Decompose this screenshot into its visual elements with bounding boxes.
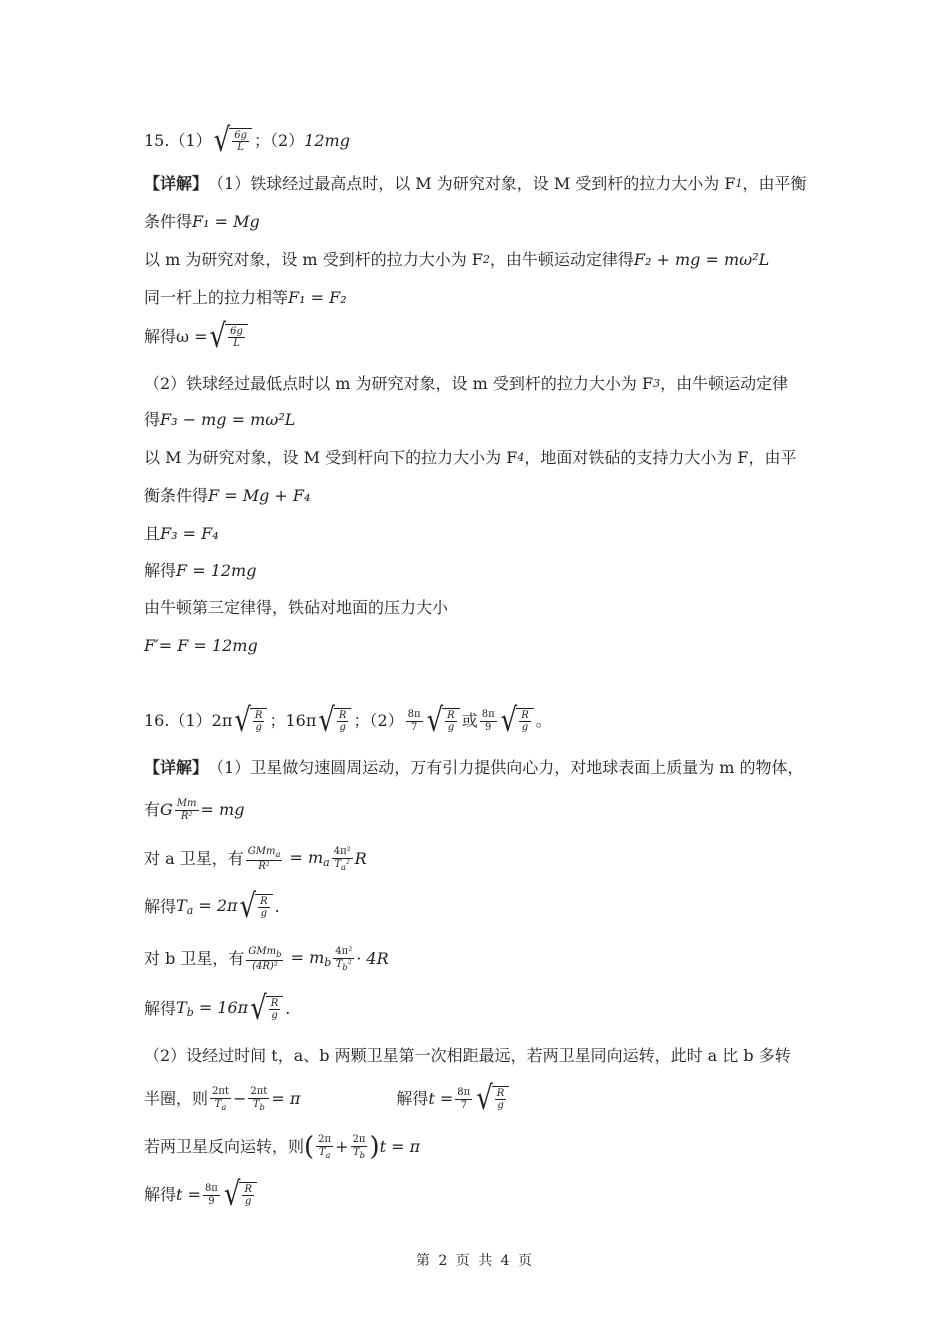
q16-detail-line1 [144,758,804,777]
text: （1）卫星做匀速圆周运动，万有引力提供向心力，对地球表面上质量为 m 的物体， [208,758,804,777]
part-label: （1） [169,131,212,151]
part-label: ；（2） [353,711,404,731]
equation: t = π [379,1137,421,1157]
text: ，地面对铁砧的支持力大小为 F，由平 [524,448,797,467]
sqrt-r-over-g: √ $\frac{R}{g}$ [427,708,460,734]
q15-line4 [144,288,347,307]
fraction-2pit-ta: $\frac{2\pi t}{T_a}$ [212,1086,229,1112]
q15-detail-line1 [144,174,807,193]
question-number: 16. [144,711,170,731]
text: 解得ω = [144,327,208,347]
text: 若两卫星反向运转，则 [144,1137,305,1157]
fraction-4pi2-ta2: $\frac{\text{4π²}}{T_a^2}$ [333,846,351,872]
fraction-2pi-tb: $\frac{2\pi}{T_b}$ [352,1134,366,1160]
text: 解得 [144,999,177,1019]
subscript: 1 [735,177,743,190]
text: 解得 [144,897,177,917]
sqrt-6g-over-l: √ $\frac{6g}{L}$ [214,128,252,154]
text: 同一杆上的拉力相等 [144,288,289,307]
text: 以 m 为研究对象，设 m 受到杆的拉力大小为 F [144,250,483,269]
text: 对 a 卫星，有 [144,849,244,869]
part-label: ；（2） [253,131,305,151]
text: 条件得 [144,212,193,231]
q15-line12 [144,598,448,617]
fraction-gmma-r2: $\frac{GMm_a}{\text{R²}}$ [247,846,281,872]
equation: F = 12mg [176,561,257,580]
fraction-4pi2-tb2: $\frac{\text{4π²}}{T_b^2}$ [335,946,353,972]
subscript: 4 [517,451,525,464]
fraction-8pi-9: $\frac{8\pi}{9}$ [481,709,495,733]
q15-line2 [144,212,260,231]
separator: ； [269,711,286,731]
text: 以 M 为研究对象，设 M 受到杆向下的拉力大小为 F [144,448,518,467]
q16-line2: 有 G $\frac{Mm}{\text{R²}}$ = mg [144,798,245,822]
sqrt-6g-over-l: √ $\frac{6g}{L}$ [210,324,248,350]
text: 解得 [396,1089,429,1109]
sqrt-r-over-g: √ $\frac{R}{g}$ [501,708,534,734]
equation: F = Mg + F₄ [208,486,311,505]
text: 对 b 卫星，有 [144,949,245,969]
text: 得 [144,410,161,429]
text: 有 [144,800,161,820]
equation: F₁ = F₂ [288,288,347,307]
text: 由牛顿第三定律得，铁砧对地面的压力大小 [144,598,449,617]
fraction-2pi-ta: $\frac{2\pi}{T_a}$ [318,1134,332,1160]
text: ，由牛顿运动定律得 [489,250,634,269]
text: 且 [144,524,161,543]
equation: F₃ = F₄ [160,524,219,543]
subscript: 2 [482,253,490,266]
answer: 16π [285,711,317,731]
period: 。 [535,711,552,731]
subscript: 3 [653,377,661,390]
q16-line8: 半圈，则 $\frac{2\pi t}{T_a}$ − $\frac{2\pi t}{T_b}$ = π 解得 t = $\frac{8\pi}{7}$ √ $\frac{R}{g}$ [144,1086,511,1112]
question-number: 15. [144,131,170,151]
q16-line7 [144,1046,791,1065]
page-footer: 第 2 页 共 4 页 [415,1253,535,1269]
text: 解得 [144,561,177,580]
text: ，由牛顿运动定律 [660,374,789,393]
text: （2）设经过时间 t，a、b 两颗卫星第一次相距最远，若两卫星同向运转，此时 a 比 b 多转 [144,1046,791,1065]
sqrt-r-over-g: √ $\frac{R}{g}$ [240,894,273,920]
q15-line8 [144,448,797,467]
q15-line7 [144,410,295,429]
detail-tag: 【详解】 [144,174,209,193]
fraction-gmmb-4r2: $\frac{GMm_b}{\text{(4R)²}}$ [248,946,282,972]
equation: F₁ = Mg [192,212,260,231]
text: （1）铁球经过最高点时，以 M 为研究对象，设 M 受到杆的拉力大小为 F [208,174,736,193]
fraction-8pi-7: $\frac{8\pi}{7}$ [407,709,421,733]
sqrt-r-over-g: √ $\frac{R}{g}$ [250,996,283,1022]
detail-tag: 【详解】 [144,758,209,777]
answer-2: 12mg [304,131,350,151]
q15-line13 [144,636,258,655]
sqrt-r-over-g: √ $\frac{R}{g}$ [234,708,267,734]
text: ，由平衡 [742,174,807,193]
text: 衡条件得 [144,486,209,505]
q16-line9: 若两卫星反向运转，则 ( $\frac{2\pi}{T_a}$ + $\frac{2\pi}{T_b}$ ) t = π [144,1132,421,1163]
equation: = π [271,1089,301,1109]
or-text: 或 [461,711,478,731]
q16-line6: 解得 $T_b = 16\pi$ √ $\frac{R}{g}$ . [144,990,291,1028]
fraction-8pi-7: $\frac{8\pi}{7}$ [457,1087,471,1111]
sqrt-r-over-g: √ $\frac{R}{g}$ [224,1182,257,1208]
q15-line3 [144,250,769,269]
text: （2）铁球经过最低点时以 m 为研究对象，设 m 受到杆的拉力大小为 F [144,374,654,393]
q16-header [144,702,552,740]
equation: F₃ − mg = mω²L [160,410,296,429]
equation: F₂ + mg = mω²L [633,250,770,269]
text: 半圈，则 [144,1089,209,1109]
fraction-2pit-tb: $\frac{2\pi t}{T_b}$ [250,1086,268,1112]
q16-line4: 解得 $T_a = 2\pi$ √ $\frac{R}{g}$ . [144,888,280,926]
equation: = mg [200,800,245,820]
q15-line9 [144,486,310,505]
sqrt-r-over-g: √ $\frac{R}{g}$ [318,708,351,734]
q15-line10 [144,524,219,543]
fraction-mm-r2: $\frac{Mm}{\text{R²}}$ [176,798,197,822]
q15-line5 [144,318,250,356]
part-label: （1）2π [169,711,233,731]
sqrt-r-over-g: √ $\frac{R}{g}$ [476,1086,509,1112]
q15-header [144,122,350,160]
q16-line5: 对 b 卫星，有 $\frac{GMm_b}{\text{(4R)²}}$ = $m_b$ $\frac{\text{4π²}}{T_b^2}$ · 4R [144,946,389,972]
q15-line11 [144,561,256,580]
q15-line6 [144,374,788,393]
q16-line3: 对 a 卫星，有 $\frac{GMm_a}{\text{R²}}$ = $m_a$ $\frac{\text{4π²}}{T_a^2}$ R [144,846,367,872]
q16-line10: 解得 t = $\frac{8\pi}{9}$ √ $\frac{R}{g}$ [144,1182,259,1208]
fraction-8pi-9: $\frac{8\pi}{9}$ [204,1183,218,1207]
text: 解得 [144,1185,177,1205]
equation: F′= F = 12mg [144,636,258,655]
